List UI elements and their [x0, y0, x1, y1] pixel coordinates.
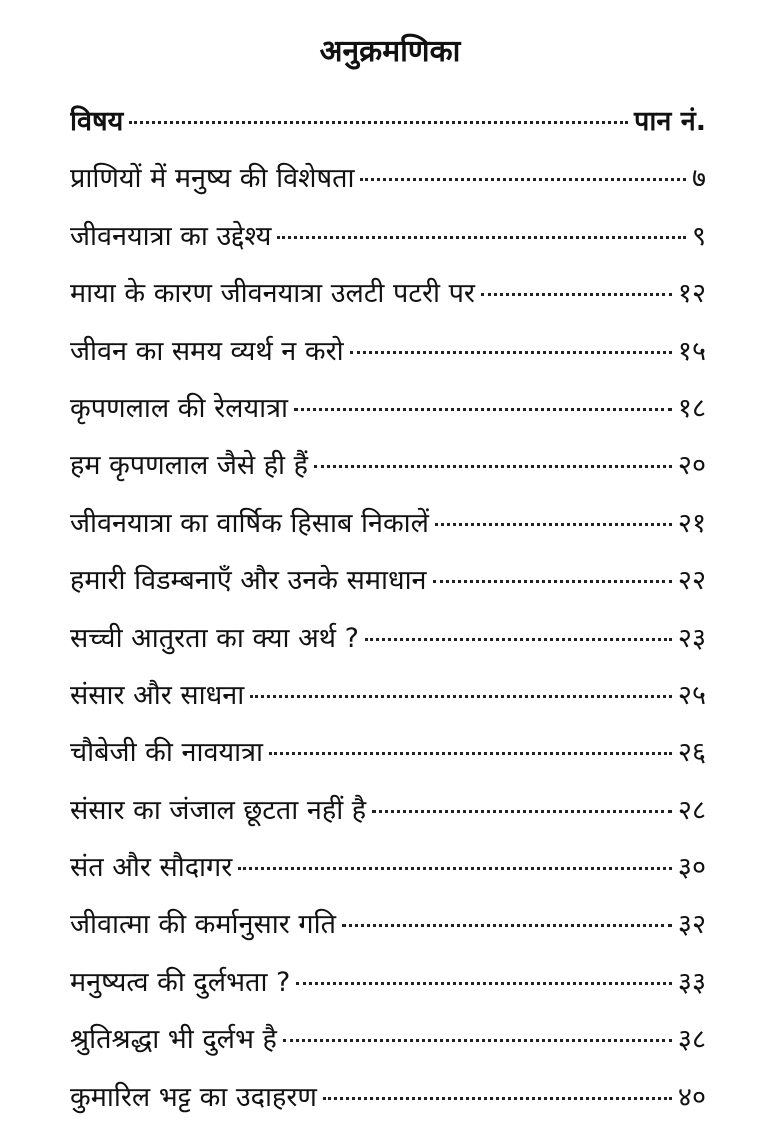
dot-leader [129, 121, 628, 124]
dot-leader [269, 752, 672, 755]
toc-header-page: पान नं. [634, 106, 706, 137]
toc-entry-page: ९ [691, 220, 706, 252]
toc-entry [70, 674, 706, 731]
toc-entry-page: १५ [677, 335, 706, 367]
toc-entry-topic: चौबेजी की नावयात्रा [70, 737, 264, 769]
toc-entry-page: २८ [677, 794, 706, 826]
page-title: अनुक्रमणिका [319, 34, 461, 69]
toc-entry-page: ३३ [677, 966, 706, 998]
dot-leader [365, 638, 672, 641]
dot-leader [314, 465, 672, 468]
toc-entry-page: ३२ [677, 909, 706, 941]
toc-header-topic: विषय [70, 106, 124, 137]
toc-entry [70, 330, 706, 387]
toc-entry [70, 502, 706, 559]
toc-entry-topic: कृपणलाल की रेलयात्रा [70, 392, 288, 424]
toc-entry-page: २० [677, 450, 706, 482]
toc-entry-topic: मनुष्यत्व की दुर्लभता ? [70, 966, 291, 998]
dot-leader [283, 1039, 672, 1042]
toc-entry [70, 789, 706, 846]
toc-entry-page: ३८ [677, 1024, 706, 1056]
dot-leader [277, 236, 685, 239]
dot-leader [372, 810, 672, 813]
toc-entry-topic: कुमारिल भट्ट का उदाहरण [70, 1081, 317, 1113]
toc-entry [70, 387, 706, 444]
dot-leader [296, 982, 672, 985]
toc-entry-topic: जीवात्मा की कर्मानुसार गति [70, 909, 336, 941]
toc-entry [70, 846, 706, 903]
toc-entry [70, 157, 706, 214]
toc-entry [70, 903, 706, 960]
toc-entry-topic: जीवनयात्रा का वार्षिक हिसाब निकालें [70, 507, 429, 539]
dot-leader [350, 351, 672, 354]
dot-leader [481, 293, 672, 296]
toc-entry [70, 272, 706, 329]
dot-leader [238, 867, 672, 870]
toc-entry-topic: संत और सौदागर [70, 852, 233, 884]
toc-entry [70, 215, 706, 272]
toc-entry [70, 961, 706, 1018]
toc-entry [70, 617, 706, 674]
table-of-contents [70, 100, 706, 1133]
toc-entry [70, 1076, 706, 1133]
dot-leader [323, 1097, 672, 1100]
toc-entry [70, 559, 706, 616]
toc-entry-page: ७ [691, 163, 706, 195]
toc-entry-topic: जीवनयात्रा का उद्देश्य [70, 220, 272, 252]
toc-entry-page: २१ [677, 507, 706, 539]
toc-entry-topic: जीवन का समय व्यर्थ न करो [70, 335, 344, 367]
toc-entry-topic: संसार का जंजाल छूटता नहीं है [70, 794, 367, 826]
dot-leader [250, 695, 672, 698]
toc-entry-page: ४० [677, 1081, 706, 1113]
dot-leader [433, 580, 672, 583]
toc-header-row [70, 100, 706, 157]
toc-entry-topic: प्राणियों में मनुष्य की विशेषता [70, 163, 355, 195]
toc-entry [70, 731, 706, 788]
toc-entry-topic: संसार और साधना [70, 679, 245, 711]
toc-entry-page: २६ [677, 737, 706, 769]
toc-entry [70, 1018, 706, 1075]
toc-entry-topic: माया के कारण जीवनयात्रा उलटी पटरी पर [70, 278, 475, 310]
toc-entry-topic: सच्ची आतुरता का क्या अर्थ ? [70, 622, 359, 654]
dot-leader [360, 178, 685, 181]
toc-entry-topic: श्रुतिश्रद्धा भी दुर्लभ है [70, 1024, 277, 1056]
toc-entry-page: २२ [677, 565, 706, 597]
toc-entry-page: २३ [677, 622, 706, 654]
dot-leader [342, 924, 672, 927]
toc-entry-page: १८ [677, 392, 706, 424]
toc-entry [70, 444, 706, 501]
toc-entry-topic: हमारी विडम्बनाएँ और उनके समाधान [70, 565, 427, 597]
toc-entry-page: ३० [677, 852, 706, 884]
dot-leader [435, 523, 672, 526]
toc-entry-page: २५ [677, 679, 706, 711]
toc-entry-topic: हम कृपणलाल जैसे ही हैं [70, 450, 308, 482]
toc-entry-page: १२ [677, 278, 706, 310]
dot-leader [294, 408, 672, 411]
